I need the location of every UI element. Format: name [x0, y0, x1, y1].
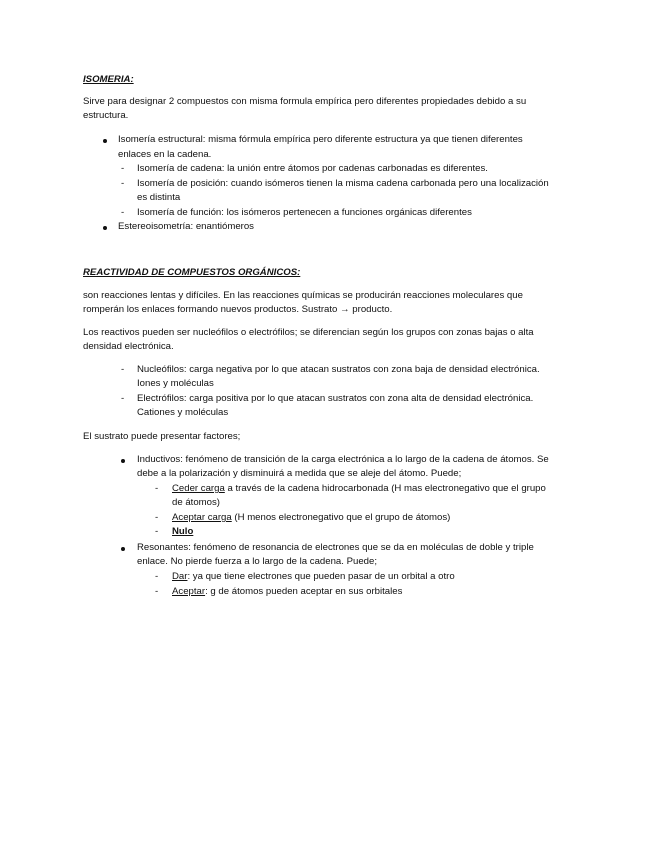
inductivos-line2: debe a la polarización y disminuirá a medida que se aleje del átomo. Puede; [137, 468, 462, 479]
nulo-term: Nulo [172, 526, 194, 537]
dash-icon: - [155, 512, 159, 523]
inductivos-line1: Inductivos: fenómeno de transición de la carga electrónica a lo largo de la cadena de átomos. Se [137, 454, 549, 465]
nucleofilos-line2: Iones y moléculas [137, 378, 214, 389]
dar-term: Dar [172, 571, 188, 582]
reactividad-p2-line2: densidad electrónica. [83, 341, 174, 352]
nucleofilos-line1: Nucleófilos: carga negativa por lo que atacan sustratos con zona baja de densidad electrónica. [137, 364, 540, 375]
dash-icon: - [155, 571, 159, 582]
electrofilos-line1: Electrófilos: carga positiva por lo que atacan sustratos con zona alta de densidad electrónica. [137, 393, 534, 404]
sustrato-factores: El sustrato puede presentar factores; [83, 431, 241, 442]
sub-isomeria-cadena: Isomería de cadena: la unión entre átomos por cadenas carbonadas es diferentes. [137, 163, 488, 174]
aceptar-carga-line [172, 511, 450, 526]
ceder-carga-term: Ceder carga [172, 483, 225, 494]
dash-icon: - [121, 178, 125, 189]
bullet-estructural-line2: enlaces en la cadena. [118, 149, 212, 160]
reactividad-p1-line2: romperán los enlaces formando nuevos productos. Sustrato → producto. [83, 304, 393, 315]
bullet-icon [103, 139, 107, 143]
sub-isomeria-posicion-line1: Isomería de posición: cuando isómeros tienen la misma cadena carbonada pero una localización [137, 178, 549, 189]
dash-icon: - [121, 364, 125, 375]
aceptar-carga-term: Aceptar carga [172, 512, 232, 523]
isomeria-intro-line2: estructura. [83, 110, 129, 121]
bullet-estructural-line1: Isomería estructural: misma fórmula empírica pero diferente estructura ya que tienen diferentes [118, 134, 523, 145]
isomeria-intro-line1: Sirve para designar 2 compuestos con misma formula empírica pero diferentes propiedades debido a su [83, 96, 527, 107]
dash-icon: - [121, 163, 125, 174]
electrofilos-line2: Cationes y moléculas [137, 407, 229, 418]
aceptar-carga-desc: (H menos electronegativo que el grupo de átomos) [231, 512, 451, 523]
bullet-icon [121, 547, 125, 551]
dash-icon: - [155, 586, 159, 597]
bullet-icon [103, 226, 107, 230]
dash-icon: - [121, 207, 125, 218]
dar-desc: : ya que tiene electrones que pueden pasar de un orbital a otro [187, 571, 455, 582]
aceptar-orbitales-term: Aceptar [172, 586, 206, 597]
ceder-carga-line2: de átomos) [172, 497, 220, 508]
dash-icon: - [155, 483, 159, 494]
ceder-carga-desc: a través de la cadena hidrocarbonada (H mas electronegativo que el grupo [224, 483, 546, 494]
dash-icon: - [155, 526, 159, 537]
aceptar-orbitales-line [172, 585, 402, 600]
sub-isomeria-funcion: Isomería de función: los isómeros pertenecen a funciones orgánicas diferentes [137, 207, 472, 218]
resonantes-line1: Resonantes: fenómeno de resonancia de electrones que se da en moléculas de doble y triple [137, 542, 534, 553]
reactividad-p2-line1: Los reactivos pueden ser nucleófilos o electrófilos; se diferencian según los grupos con zonas bajas o alta [83, 327, 534, 338]
aceptar-orbitales-desc: : g de átomos pueden aceptar en sus orbitales [205, 586, 403, 597]
bullet-icon [121, 459, 125, 463]
resonantes-line2: enlace. No pierde fuerza a lo largo de la cadena. Puede; [137, 556, 378, 567]
dash-icon: - [121, 393, 125, 404]
bullet-estereoisometria: Estereoisometría: enantiómeros [118, 221, 254, 232]
isomeria-heading: ISOMERIA: [83, 74, 134, 85]
reactividad-heading: REACTIVIDAD DE COMPUESTOS ORGÁNICOS: [83, 267, 301, 278]
dar-line [172, 570, 455, 585]
ceder-carga-line1 [172, 482, 546, 497]
sub-isomeria-posicion-line2: es distinta [137, 192, 181, 203]
reactividad-p1-line1: son reacciones lentas y difíciles. En las reacciones químicas se producirán reacciones moleculares que [83, 290, 523, 301]
